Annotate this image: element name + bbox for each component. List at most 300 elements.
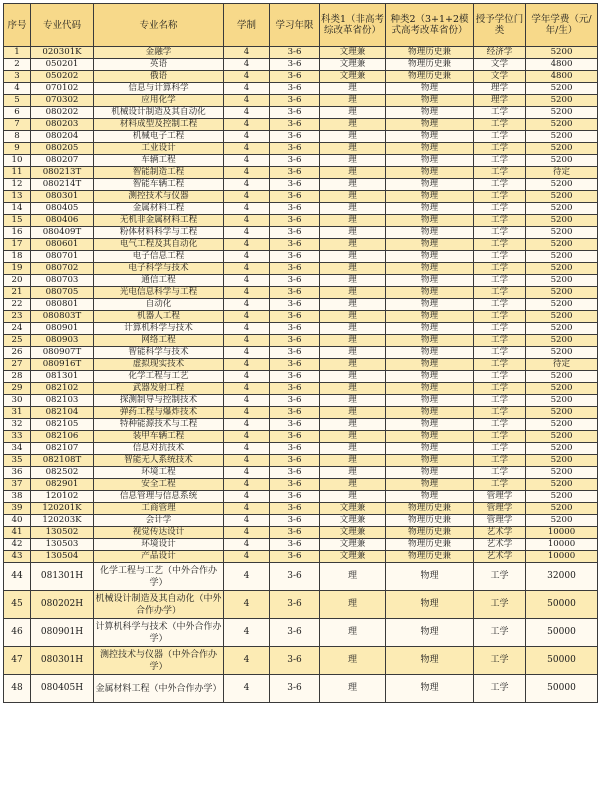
cell-category-2: 物理历史兼 (386, 59, 474, 71)
cell-code: 020301K (31, 47, 94, 59)
cell-tuition: 5200 (526, 107, 598, 119)
cell-code: 080409T (31, 227, 94, 239)
cell-seq: 39 (4, 503, 31, 515)
cell-years: 3-6 (270, 515, 320, 527)
cell-category-1: 理 (320, 227, 386, 239)
cell-category-2: 物理 (386, 395, 474, 407)
cell-tuition: 5200 (526, 515, 598, 527)
cell-category-2: 物理 (386, 455, 474, 467)
cell-major-name: 环境设计 (94, 539, 224, 551)
cell-category-2: 物理 (386, 371, 474, 383)
cell-major-name: 应用化学 (94, 95, 224, 107)
cell-code: 082502 (31, 467, 94, 479)
table-row (4, 539, 598, 551)
cell-degree: 工学 (474, 311, 526, 323)
cell-degree: 工学 (474, 287, 526, 299)
cell-category-2: 物理 (386, 191, 474, 203)
cell-major-name: 通信工程 (94, 275, 224, 287)
cell-category-1: 理 (320, 239, 386, 251)
table-row (4, 107, 598, 119)
table-row (4, 591, 598, 619)
cell-tuition: 5200 (526, 287, 598, 299)
header-name: 专业名称 (94, 4, 224, 47)
cell-code: 081301 (31, 371, 94, 383)
table-row (4, 431, 598, 443)
majors-table-container (3, 3, 597, 703)
cell-code: 080405 (31, 203, 94, 215)
cell-degree: 工学 (474, 251, 526, 263)
cell-category-1: 理 (320, 359, 386, 371)
cell-degree: 管理学 (474, 503, 526, 515)
table-row (4, 251, 598, 263)
cell-system: 4 (224, 275, 270, 287)
cell-code: 080901H (31, 619, 94, 647)
table-row (4, 419, 598, 431)
cell-major-name: 机械设计制造及其自动化 (94, 107, 224, 119)
cell-seq: 14 (4, 203, 31, 215)
cell-category-2: 物理 (386, 239, 474, 251)
cell-tuition: 5200 (526, 239, 598, 251)
cell-major-name: 材料成型及控制工程 (94, 119, 224, 131)
table-row (4, 443, 598, 455)
cell-code: 080204 (31, 131, 94, 143)
cell-category-2: 物理 (386, 95, 474, 107)
cell-category-1: 文理兼 (320, 47, 386, 59)
cell-major-name: 自动化 (94, 299, 224, 311)
cell-years: 3-6 (270, 443, 320, 455)
cell-seq: 7 (4, 119, 31, 131)
header-code: 专业代码 (31, 4, 94, 47)
cell-system: 4 (224, 83, 270, 95)
cell-tuition: 4800 (526, 71, 598, 83)
cell-tuition: 5200 (526, 251, 598, 263)
cell-category-1: 理 (320, 275, 386, 287)
cell-category-1: 理 (320, 383, 386, 395)
cell-code: 080907T (31, 347, 94, 359)
table-row (4, 179, 598, 191)
table-row (4, 155, 598, 167)
cell-degree: 工学 (474, 119, 526, 131)
cell-seq: 4 (4, 83, 31, 95)
cell-tuition: 50000 (526, 619, 598, 647)
cell-seq: 15 (4, 215, 31, 227)
table-row (4, 515, 598, 527)
cell-degree: 工学 (474, 107, 526, 119)
table-row (4, 551, 598, 563)
cell-years: 3-6 (270, 167, 320, 179)
cell-code: 080301H (31, 647, 94, 675)
cell-degree: 工学 (474, 143, 526, 155)
cell-years: 3-6 (270, 131, 320, 143)
cell-years: 3-6 (270, 431, 320, 443)
cell-code: 120102 (31, 491, 94, 503)
cell-code: 080916T (31, 359, 94, 371)
cell-major-name: 智能车辆工程 (94, 179, 224, 191)
cell-major-name: 信息对抗技术 (94, 443, 224, 455)
cell-years: 3-6 (270, 251, 320, 263)
cell-tuition: 5200 (526, 263, 598, 275)
cell-degree: 工学 (474, 215, 526, 227)
cell-seq: 36 (4, 467, 31, 479)
cell-tuition: 5200 (526, 455, 598, 467)
cell-tuition: 5200 (526, 131, 598, 143)
cell-system: 4 (224, 335, 270, 347)
table-row (4, 395, 598, 407)
cell-category-1: 理 (320, 371, 386, 383)
cell-years: 3-6 (270, 263, 320, 275)
cell-major-name: 特种能源技术与工程 (94, 419, 224, 431)
cell-category-1: 理 (320, 119, 386, 131)
cell-years: 3-6 (270, 551, 320, 563)
cell-degree: 工学 (474, 299, 526, 311)
cell-system: 4 (224, 443, 270, 455)
cell-major-name: 化学工程与工艺 (94, 371, 224, 383)
cell-category-2: 物理 (386, 107, 474, 119)
cell-category-1: 文理兼 (320, 59, 386, 71)
cell-tuition: 5200 (526, 179, 598, 191)
cell-major-name: 环境工程 (94, 467, 224, 479)
cell-category-1: 理 (320, 203, 386, 215)
cell-category-2: 物理 (386, 491, 474, 503)
cell-category-1: 理 (320, 563, 386, 591)
cell-category-2: 物理 (386, 131, 474, 143)
cell-system: 4 (224, 155, 270, 167)
header-cat2: 种类2（3+1+2模式高考改革省份） (386, 4, 474, 47)
cell-years: 3-6 (270, 275, 320, 287)
cell-years: 3-6 (270, 143, 320, 155)
cell-major-name: 金属材料工程（中外合作办学） (94, 675, 224, 703)
cell-category-2: 物理历史兼 (386, 71, 474, 83)
cell-tuition: 5200 (526, 479, 598, 491)
cell-system: 4 (224, 143, 270, 155)
cell-system: 4 (224, 563, 270, 591)
cell-tuition: 5200 (526, 299, 598, 311)
cell-system: 4 (224, 47, 270, 59)
cell-degree: 工学 (474, 263, 526, 275)
cell-seq: 24 (4, 323, 31, 335)
cell-category-2: 物理 (386, 467, 474, 479)
cell-category-2: 物理 (386, 563, 474, 591)
cell-years: 3-6 (270, 467, 320, 479)
cell-degree: 工学 (474, 479, 526, 491)
table-row (4, 371, 598, 383)
cell-seq: 18 (4, 251, 31, 263)
cell-degree: 工学 (474, 155, 526, 167)
cell-system: 4 (224, 359, 270, 371)
table-row (4, 227, 598, 239)
cell-major-name: 机器人工程 (94, 311, 224, 323)
cell-major-name: 化学工程与工艺（中外合作办学） (94, 563, 224, 591)
cell-major-name: 装甲车辆工程 (94, 431, 224, 443)
cell-category-1: 理 (320, 335, 386, 347)
cell-degree: 工学 (474, 239, 526, 251)
cell-tuition: 待定 (526, 167, 598, 179)
cell-code: 130502 (31, 527, 94, 539)
cell-category-1: 理 (320, 395, 386, 407)
cell-category-1: 理 (320, 95, 386, 107)
cell-code: 080903 (31, 335, 94, 347)
cell-major-name: 网络工程 (94, 335, 224, 347)
table-row (4, 491, 598, 503)
cell-seq: 3 (4, 71, 31, 83)
table-row (4, 619, 598, 647)
cell-code: 050202 (31, 71, 94, 83)
table-row (4, 527, 598, 539)
cell-code: 130503 (31, 539, 94, 551)
cell-years: 3-6 (270, 563, 320, 591)
cell-years: 3-6 (270, 287, 320, 299)
cell-seq: 9 (4, 143, 31, 155)
cell-major-name: 视觉传达设计 (94, 527, 224, 539)
cell-seq: 5 (4, 95, 31, 107)
cell-tuition: 50000 (526, 591, 598, 619)
table-row (4, 47, 598, 59)
cell-major-name: 安全工程 (94, 479, 224, 491)
cell-degree: 工学 (474, 383, 526, 395)
table-row (4, 191, 598, 203)
cell-seq: 44 (4, 563, 31, 591)
cell-years: 3-6 (270, 491, 320, 503)
cell-seq: 45 (4, 591, 31, 619)
cell-code: 070302 (31, 95, 94, 107)
cell-degree: 工学 (474, 167, 526, 179)
cell-category-1: 理 (320, 155, 386, 167)
cell-degree: 工学 (474, 563, 526, 591)
cell-seq: 1 (4, 47, 31, 59)
table-row (4, 95, 598, 107)
cell-seq: 25 (4, 335, 31, 347)
cell-tuition: 50000 (526, 675, 598, 703)
table-header (4, 4, 598, 47)
cell-category-2: 物理 (386, 619, 474, 647)
cell-system: 4 (224, 71, 270, 83)
cell-category-1: 理 (320, 647, 386, 675)
cell-tuition: 5200 (526, 155, 598, 167)
cell-category-2: 物理 (386, 407, 474, 419)
cell-code: 082102 (31, 383, 94, 395)
cell-seq: 8 (4, 131, 31, 143)
cell-seq: 42 (4, 539, 31, 551)
cell-tuition: 5200 (526, 347, 598, 359)
cell-category-1: 理 (320, 251, 386, 263)
cell-seq: 37 (4, 479, 31, 491)
cell-category-2: 物理 (386, 275, 474, 287)
table-row (4, 275, 598, 287)
cell-code: 080405H (31, 675, 94, 703)
cell-category-2: 物理历史兼 (386, 539, 474, 551)
cell-system: 4 (224, 551, 270, 563)
cell-degree: 工学 (474, 647, 526, 675)
cell-degree: 工学 (474, 347, 526, 359)
cell-major-name: 俄语 (94, 71, 224, 83)
cell-category-1: 理 (320, 431, 386, 443)
cell-tuition: 待定 (526, 359, 598, 371)
cell-major-name: 武器发射工程 (94, 383, 224, 395)
cell-category-1: 理 (320, 83, 386, 95)
cell-category-2: 物理 (386, 167, 474, 179)
cell-seq: 47 (4, 647, 31, 675)
cell-years: 3-6 (270, 311, 320, 323)
cell-category-1: 文理兼 (320, 527, 386, 539)
cell-system: 4 (224, 239, 270, 251)
cell-years: 3-6 (270, 71, 320, 83)
cell-seq: 12 (4, 179, 31, 191)
cell-seq: 32 (4, 419, 31, 431)
cell-years: 3-6 (270, 503, 320, 515)
cell-category-1: 理 (320, 131, 386, 143)
cell-seq: 33 (4, 431, 31, 443)
cell-degree: 工学 (474, 419, 526, 431)
cell-category-2: 物理 (386, 347, 474, 359)
cell-category-2: 物理 (386, 359, 474, 371)
cell-seq: 23 (4, 311, 31, 323)
cell-code: 080406 (31, 215, 94, 227)
cell-seq: 28 (4, 371, 31, 383)
cell-years: 3-6 (270, 359, 320, 371)
header-seq: 序号 (4, 4, 31, 47)
cell-seq: 34 (4, 443, 31, 455)
cell-years: 3-6 (270, 323, 320, 335)
cell-category-2: 物理历史兼 (386, 503, 474, 515)
cell-system: 4 (224, 371, 270, 383)
cell-category-1: 理 (320, 675, 386, 703)
cell-system: 4 (224, 467, 270, 479)
cell-code: 130504 (31, 551, 94, 563)
table-row (4, 455, 598, 467)
cell-system: 4 (224, 323, 270, 335)
cell-system: 4 (224, 131, 270, 143)
table-row (4, 59, 598, 71)
cell-category-2: 物理 (386, 215, 474, 227)
cell-system: 4 (224, 619, 270, 647)
cell-category-1: 理 (320, 299, 386, 311)
cell-seq: 21 (4, 287, 31, 299)
cell-degree: 理学 (474, 95, 526, 107)
cell-system: 4 (224, 107, 270, 119)
cell-years: 3-6 (270, 591, 320, 619)
cell-category-1: 理 (320, 179, 386, 191)
cell-major-name: 探测制导与控制技术 (94, 395, 224, 407)
cell-tuition: 10000 (526, 551, 598, 563)
cell-years: 3-6 (270, 119, 320, 131)
cell-years: 3-6 (270, 395, 320, 407)
cell-seq: 38 (4, 491, 31, 503)
cell-degree: 工学 (474, 191, 526, 203)
cell-category-1: 文理兼 (320, 551, 386, 563)
cell-major-name: 计算机科学与技术 (94, 323, 224, 335)
cell-tuition: 5200 (526, 203, 598, 215)
cell-category-1: 理 (320, 323, 386, 335)
header-cat1: 科类1（非高考综改革省份） (320, 4, 386, 47)
cell-major-name: 会计学 (94, 515, 224, 527)
cell-seq: 27 (4, 359, 31, 371)
cell-code: 080214T (31, 179, 94, 191)
cell-seq: 26 (4, 347, 31, 359)
cell-category-1: 理 (320, 619, 386, 647)
cell-category-1: 文理兼 (320, 515, 386, 527)
table-row (4, 479, 598, 491)
table-row (4, 359, 598, 371)
cell-major-name: 电气工程及其自动化 (94, 239, 224, 251)
cell-system: 4 (224, 647, 270, 675)
cell-category-1: 理 (320, 479, 386, 491)
cell-years: 3-6 (270, 215, 320, 227)
cell-category-2: 物理 (386, 299, 474, 311)
cell-code: 080901 (31, 323, 94, 335)
cell-code: 080202 (31, 107, 94, 119)
cell-seq: 48 (4, 675, 31, 703)
cell-category-2: 物理 (386, 311, 474, 323)
cell-category-2: 物理历史兼 (386, 551, 474, 563)
cell-degree: 工学 (474, 619, 526, 647)
cell-major-name: 弹药工程与爆炸技术 (94, 407, 224, 419)
cell-category-1: 理 (320, 467, 386, 479)
cell-major-name: 测控技术与仪器 (94, 191, 224, 203)
table-row (4, 143, 598, 155)
cell-category-2: 物理 (386, 155, 474, 167)
cell-category-1: 理 (320, 191, 386, 203)
cell-tuition: 5200 (526, 371, 598, 383)
cell-tuition: 5200 (526, 323, 598, 335)
table-row (4, 311, 598, 323)
cell-degree: 工学 (474, 443, 526, 455)
cell-degree: 工学 (474, 203, 526, 215)
cell-tuition: 5200 (526, 407, 598, 419)
table-row (4, 203, 598, 215)
cell-seq: 10 (4, 155, 31, 167)
cell-code: 080601 (31, 239, 94, 251)
cell-category-1: 理 (320, 107, 386, 119)
cell-years: 3-6 (270, 155, 320, 167)
cell-degree: 工学 (474, 179, 526, 191)
cell-system: 4 (224, 191, 270, 203)
cell-category-1: 理 (320, 591, 386, 619)
cell-degree: 工学 (474, 455, 526, 467)
table-row (4, 323, 598, 335)
cell-major-name: 英语 (94, 59, 224, 71)
cell-system: 4 (224, 591, 270, 619)
cell-system: 4 (224, 395, 270, 407)
cell-category-2: 物理 (386, 179, 474, 191)
cell-major-name: 光电信息科学与工程 (94, 287, 224, 299)
cell-code: 082105 (31, 419, 94, 431)
table-row (4, 503, 598, 515)
cell-system: 4 (224, 539, 270, 551)
cell-tuition: 5200 (526, 335, 598, 347)
cell-code: 080205 (31, 143, 94, 155)
cell-code: 080702 (31, 263, 94, 275)
cell-major-name: 产品设计 (94, 551, 224, 563)
cell-tuition: 5200 (526, 383, 598, 395)
cell-years: 3-6 (270, 47, 320, 59)
cell-category-1: 理 (320, 347, 386, 359)
cell-code: 050201 (31, 59, 94, 71)
cell-tuition: 5200 (526, 119, 598, 131)
cell-system: 4 (224, 419, 270, 431)
cell-category-1: 文理兼 (320, 539, 386, 551)
cell-degree: 工学 (474, 431, 526, 443)
cell-category-2: 物理 (386, 383, 474, 395)
cell-code: 120203K (31, 515, 94, 527)
cell-years: 3-6 (270, 455, 320, 467)
cell-system: 4 (224, 515, 270, 527)
cell-major-name: 工业设计 (94, 143, 224, 155)
cell-code: 080803T (31, 311, 94, 323)
table-row (4, 647, 598, 675)
cell-category-1: 理 (320, 455, 386, 467)
cell-system: 4 (224, 215, 270, 227)
table-row (4, 467, 598, 479)
